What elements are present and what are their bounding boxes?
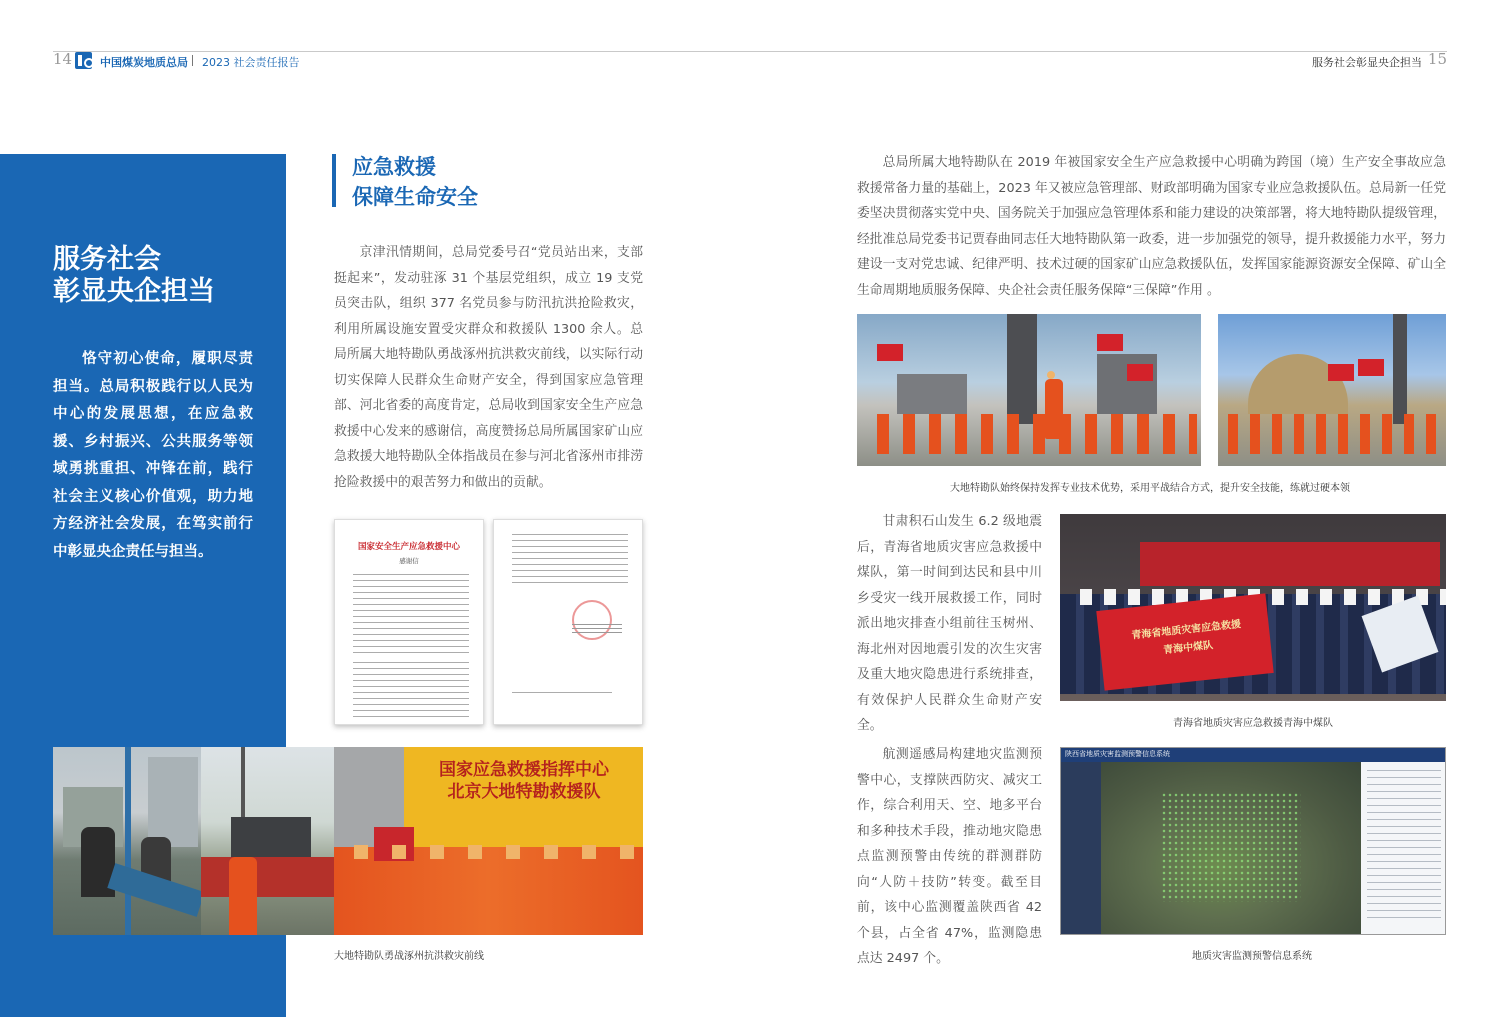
section-header-label: 服务社会彰显央企担当	[1312, 56, 1422, 69]
photo-flag	[1328, 364, 1354, 381]
photo-pole	[125, 747, 131, 935]
letter-org: 国家安全生产应急救援中心	[357, 542, 460, 552]
chapter-title	[53, 244, 278, 308]
letter-title: 感谢信	[399, 557, 419, 565]
map-hazard-points	[1161, 792, 1301, 902]
thank-you-letter-page2	[493, 519, 643, 725]
photo-qinghai-team	[1060, 514, 1446, 701]
photo-truck	[201, 857, 334, 897]
photo-backdrop-banner	[1140, 542, 1440, 586]
letter-signature-lines	[572, 624, 622, 636]
photo-flood-rescue-1	[53, 747, 201, 935]
truck-banner	[404, 759, 643, 803]
truck-banner-line1: 国家应急救援指挥中心	[439, 760, 609, 780]
page-number-left: 14	[53, 50, 73, 68]
system-sidebar	[1061, 762, 1101, 935]
truck-banner-line2: 北京大地特勘救援队	[447, 782, 601, 802]
photo-flag	[1127, 364, 1153, 381]
photo-machine	[897, 374, 967, 414]
photo-flag	[877, 344, 903, 361]
photo-building	[148, 757, 198, 847]
photo-rescuer	[229, 857, 257, 935]
system-satellite-map	[1101, 762, 1361, 935]
photo-drill-team-1	[857, 314, 1201, 466]
system-topbar	[1061, 748, 1446, 762]
paragraph-dadi-team: 总局所属大地特勘队在 2019 年被国家安全生产应急救援中心明确为跨国（境）生产安全事故应急救援常备力量的基础上，2023 年又被应急管理部、财政部明确为国家专业应急救援队伍。总局新一任党委坚决贯彻落实党中央、国务院关于加强应急管理体系和能力建设的决策部署，将大地特勘队提级管理，经批准总局党委书记贾春曲同志任大地特勘队第一政委，进一步加强党的领导，提升救援能力水平，努力建设一支对党忠诚、纪律严明、技术过硬的国家矿山应急救援队伍，发挥国家能源资源安全保障、矿山全生命周期地质服务保障、央企社会责任服务保障“三保障”作用 。	[857, 155, 1446, 298]
header-rule	[53, 51, 1447, 52]
system-info-panel	[1361, 762, 1446, 935]
caption-system-screenshot: 地质灾害监测预警信息系统	[1192, 951, 1312, 962]
thank-you-letter-page1	[334, 519, 484, 725]
chapter-title-line2: 彰显央企担当	[53, 276, 215, 307]
photo-flood-rescue-2	[201, 747, 334, 935]
photo-drill-rig	[1007, 314, 1037, 424]
org-logo-icon	[75, 52, 92, 69]
photo-flag	[1358, 359, 1384, 376]
page-number-right: 15	[1427, 50, 1447, 68]
photo-flag	[1097, 334, 1123, 351]
system-screenshot	[1060, 747, 1446, 935]
org-name: 中国煤炭地质总局	[100, 56, 188, 69]
section-title	[352, 152, 478, 212]
paragraph-aerial-survey: 航测遥感局构建地灾监测预警中心，支撑陕西防灾、减灾工作，综合利用天、空、地多平台和多种技术手段，推动地灾隐患点监测预警由传统的群测群防向“人防＋技防”转变。截至目前，该中心监测覆盖陕西省 42 个县，占全省 47%，监测隐患点达 2497 个。	[857, 747, 1042, 966]
section-title-line1: 应急救援	[352, 155, 436, 179]
team-flag-text	[1108, 614, 1266, 666]
caption-team-photo: 青海省地质灾害应急救援青海中煤队	[1173, 718, 1333, 729]
section-title-line2: 保障生命安全	[352, 185, 478, 209]
caption-drill-photos: 大地特勘队始终保持发挥专业技术优势，采用平战结合方式，提升安全技能，练就过硬本领	[950, 483, 1350, 494]
letter-text-lines	[353, 662, 469, 718]
photo-soil-mound	[1248, 354, 1348, 414]
team-flag-line1: 青海省地质灾害应急救援	[1131, 619, 1242, 642]
header-divider	[192, 55, 193, 66]
photo-rescuers-row	[1228, 414, 1438, 454]
photo-drill-rig	[1393, 314, 1407, 424]
paragraph-flood-relief: 京津汛情期间，总局党委号召“党员站出来，支部挺起来”，发动驻涿 31 个基层党组织，成立 19 支党员突击队，组织 377 名党员参与防汛抗洪抢险救灾，利用所属设施安置受灾群众和救援队 1300 余人。总局所属大地特勘队勇战涿州抗洪救灾前线，以实际行动切实保障人民群众生命财产安全，得到国家应急管理部、河北省委的高度肯定，总局收到国家安全生产应急救援中心发来的感谢信，高度赞扬总局所属国家矿山应急救援大地特勘队全体指战员在参与河北省涿州市排涝抢险救援中的艰苦努力和做出的贡献。	[334, 245, 643, 490]
photo-drill-team-2	[1218, 314, 1446, 466]
chapter-title-line1: 服务社会	[53, 244, 161, 275]
photo-machine	[1097, 354, 1157, 414]
report-title: 2023 社会责任报告	[202, 56, 300, 69]
team-flag-line2: 青海中煤队	[1162, 640, 1214, 657]
letter-footnote-line	[512, 692, 612, 698]
photo-rescue-team-truck	[334, 747, 643, 935]
letter-text-lines	[512, 534, 628, 584]
panel-list-lines	[1367, 770, 1441, 920]
system-title: 陕西省地质灾害监测预警信息系统	[1065, 750, 1170, 758]
photo-faces	[354, 845, 643, 859]
letter-text-lines	[353, 574, 469, 656]
chapter-intro: 恪守初心使命，履职尽责担当。总局积极践行以人民为中心的发展思想，在应急救援、乡村振兴、公共服务等领域勇挑重担、冲锋在前，践行社会主义核心价值观，助力地方经济社会发展，在笃实前行中彰显央企责任与担当。	[53, 351, 253, 560]
photo-rescuers-row	[877, 414, 1197, 454]
photo-pump	[231, 817, 311, 857]
section-title-bar	[332, 154, 336, 207]
paragraph-gansu-earthquake: 甘肃积石山发生 6.2 级地震后，青海省地质灾害应急救援中煤队，第一时间到达民和县中川乡受灾一线开展救援工作，同时派出地灾排查小组前往玉树州、海北州对因地震引发的次生灾害及重大地灾隐患进行系统排查，有效保护人民群众生命财产安全。	[857, 514, 1042, 733]
caption-flood-photos: 大地特勘队勇战涿州抗洪救灾前线	[334, 951, 484, 962]
